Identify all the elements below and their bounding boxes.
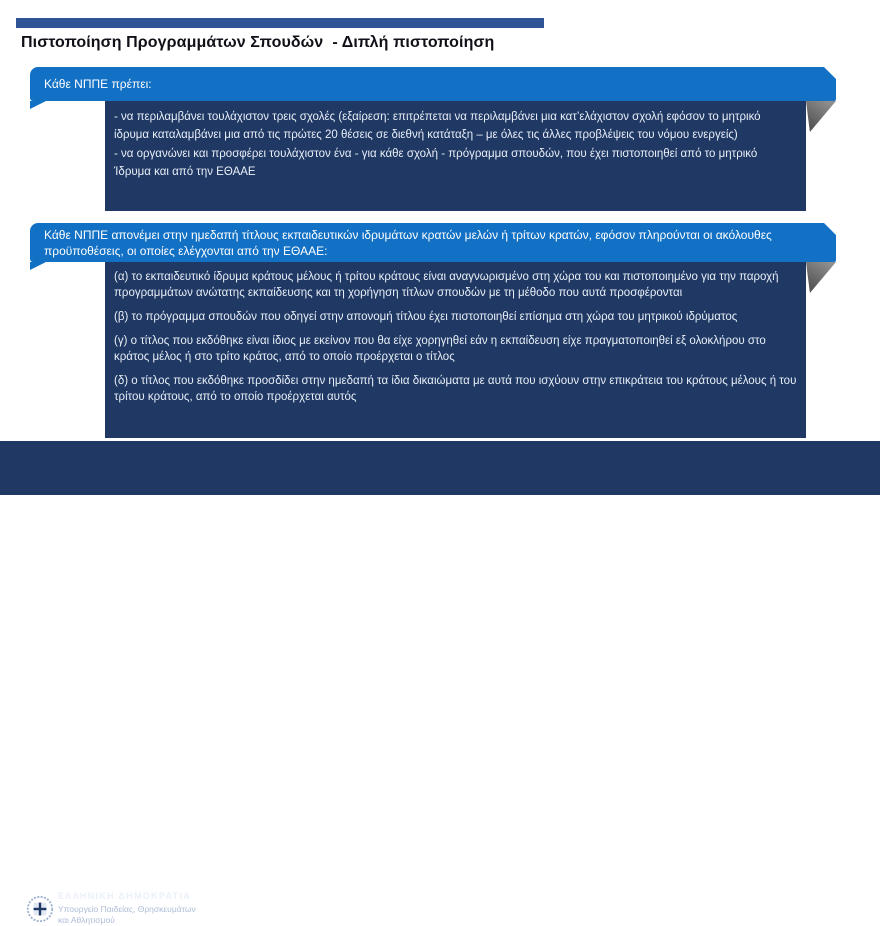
- folded-corner-shadow: [806, 262, 836, 293]
- section1-bullet: - να οργανώνει και προσφέρει τουλάχιστον ένα - για κάθε σχολή - πρόγραμμα σπουδών, που έχει πιστοποιηθεί από το μητρικό Ίδρυμα και από την ΕΘΑΑΕ: [114, 148, 758, 178]
- section2-condition: (δ) ο τίτλος που εκδόθηκε προσδίδει στην ημεδαπή τα ίδια δικαιώματα με αυτά που ισχύουν στην επικράτεια του κράτους μέλους ή του τρίτου κράτους, από το οποίο προέρχεται αυτός: [114, 375, 797, 403]
- banner-corner-bevel: [824, 67, 836, 79]
- section2-condition: (α) το εκπαιδευτικό ίδρυμα κράτους μέλους ή τρίτου κράτους είναι αναγνωρισμένο στη χώρα του και πιστοποιημένο για την παροχή προγραμμάτων ανώτατης εκπαίδευσης και τη χορήγηση τίτλων σπουδών με τη μέθοδο που αυτά προσφέρονται: [114, 271, 779, 299]
- footer-department-line1: Υπουργείο Παιδείας, Θρησκευμάτων: [58, 904, 196, 914]
- footer-department-line2: και Αθλητισμού: [58, 915, 115, 925]
- section2-banner-label: Κάθε ΝΠΠΕ απονέμει στην ημεδαπή τίτλους εκπαιδευτικών ιδρυμάτων κρατών μελών ή τρίτων κρατών, εφόσον πληρούνται οι ακόλουθες προϋποθέσεις, οι οποίες ελέγχονται από την ΕΘΑΑΕ:: [44, 228, 772, 258]
- banner-corner-bevel: [824, 223, 836, 235]
- banner-tail: [30, 101, 46, 109]
- title-accent-bar: [16, 18, 544, 28]
- section2-condition: (γ) ο τίτλος που εκδόθηκε είναι ίδιος με εκείνον που θα είχε χορηγηθεί εάν η εκπαίδευση είχε πραγματοποιηθεί εξ ολοκλήρου στο κράτος μέλος ή στο τρίτο κράτος, από το οποίο προέρχεται ο τίτλος: [114, 335, 766, 363]
- hellenic-republic-emblem-icon: [26, 895, 54, 923]
- section2-banner: [30, 223, 836, 262]
- banner-tail: [30, 262, 46, 270]
- section2-panel: [105, 262, 806, 438]
- footer-text-block: [58, 891, 196, 926]
- section1-bullet: - να περιλαμβάνει τουλάχιστον τρεις σχολές (εξαίρεση: επιτρέπεται να περιλαμβάνει μια κατ’ελάχιστον σχολή εφόσον το μητρικό ίδρυμα καταλαμβάνει μια από τις πρώτες 20 θέσεις σε διεθνή κατάταξη – με όλες τις άλλες προβλέψεις του νόμου ενεργείς): [114, 111, 761, 141]
- folded-corner-shadow: [806, 101, 836, 132]
- footer-band: [0, 441, 880, 925]
- slide-title: Πιστοποίηση Προγραμμάτων Σπουδών - Διπλή πιστοποίηση: [21, 34, 495, 51]
- section2-condition: (β) το πρόγραμμα σπουδών που οδηγεί στην απονομή τίτλου έχει πιστοποιηθεί επίσημα στη χώρα του μητρικού ιδρύματος: [114, 311, 738, 323]
- footer-org-name: ΕΛΛΗΝΙΚΗ ΔΗΜΟΚΡΑΤΙΑ: [58, 891, 191, 901]
- section1-banner: [30, 67, 836, 101]
- section1-panel: [105, 101, 806, 211]
- section1-banner-label: Κάθε ΝΠΠΕ πρέπει:: [44, 77, 152, 91]
